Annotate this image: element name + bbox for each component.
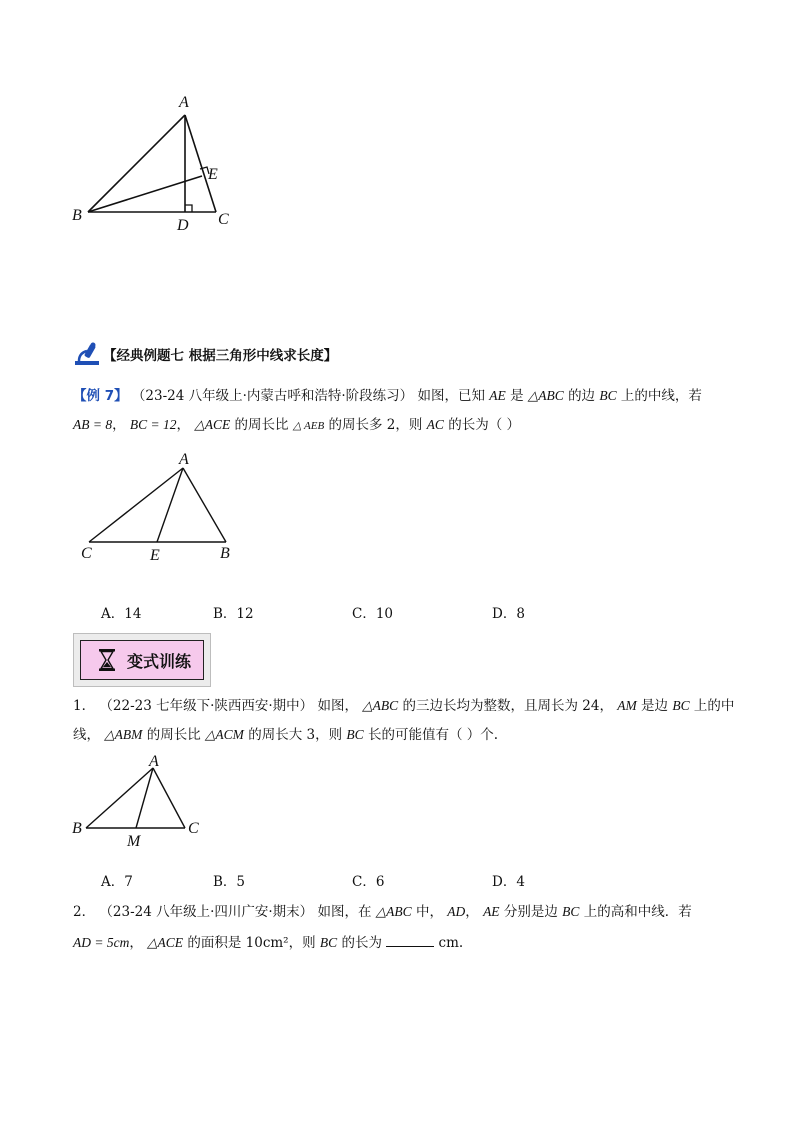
example7-option-b: B．12	[213, 606, 254, 622]
figure-triangle-ace	[70, 448, 250, 564]
text: 的三边长均为整数，且周长为 24，	[402, 698, 613, 714]
label-e: E	[150, 547, 160, 564]
q1-option-d: D．4	[492, 874, 525, 890]
figure-triangle-abc-altitudes	[60, 90, 260, 240]
q1-option-c: C．6	[352, 874, 385, 890]
text: 的周长比	[146, 727, 201, 743]
text: 线，	[73, 727, 100, 743]
q2-line2	[73, 932, 463, 953]
math-bc: BC	[672, 698, 690, 713]
q2-number: 2．	[73, 904, 96, 920]
example7-line2	[73, 415, 520, 436]
text: 的面积是 10cm²，则	[187, 935, 316, 951]
text: 的长为	[341, 935, 382, 951]
label-e: E	[208, 166, 218, 183]
math-ae: AE	[483, 904, 500, 919]
section-title: 经典例题七 根据三角形中线求长度	[116, 348, 324, 364]
text: 上的中线，若	[620, 388, 702, 404]
segment-ac	[153, 768, 185, 828]
segment-ca	[89, 468, 183, 542]
math-bc: BC	[599, 388, 617, 403]
q1-line1	[73, 696, 734, 716]
section-bracket-open: 【	[103, 348, 117, 364]
math-am: AM	[617, 698, 637, 713]
math-tri-abc: △ABC	[362, 698, 399, 713]
label-a: A	[149, 753, 159, 770]
label-b: B	[72, 820, 82, 837]
text: 中，	[415, 904, 443, 920]
math-tri-ace: △ACE	[147, 935, 184, 950]
label-c: C	[188, 820, 199, 837]
example7-option-a: A．14	[101, 606, 142, 622]
text: 如图，在	[317, 904, 372, 920]
label-a: A	[179, 94, 189, 111]
q1-line2	[73, 725, 498, 745]
math-tri-aeb: △ AEB	[292, 420, 325, 432]
segment-ab	[86, 768, 153, 828]
microscope-icon	[73, 341, 103, 367]
math-ae: AE	[489, 388, 506, 403]
text: ，	[465, 904, 479, 920]
text: 长的可能值有（ ）个.	[367, 727, 499, 743]
text: ，	[129, 935, 143, 951]
math-ac: AC	[426, 417, 444, 432]
math-bc: BC	[346, 727, 364, 742]
text: ，	[112, 417, 126, 433]
q1-option-b: B．5	[213, 874, 246, 890]
section-heading	[73, 341, 337, 367]
example7-source: （23-24 八年级上·内蒙古呼和浩特·阶段练习）	[131, 388, 414, 404]
label-a: A	[179, 451, 189, 468]
example7-line1	[73, 386, 702, 406]
text: 的长为（ ）	[448, 417, 521, 433]
text: 是边	[641, 698, 669, 714]
figure-triangle-abm	[68, 752, 218, 852]
label-m: M	[127, 833, 141, 850]
text: 分别是边	[503, 904, 558, 920]
text: 上的中	[693, 698, 735, 714]
math-bc: BC	[319, 935, 338, 950]
math-ad: AD	[447, 904, 466, 919]
q1-number: 1．	[73, 698, 96, 714]
text: 如图，	[317, 698, 358, 714]
label-c: C	[218, 211, 229, 228]
text: ，	[176, 417, 191, 433]
practice-banner-inner	[80, 640, 204, 680]
segment-ab	[183, 468, 226, 542]
segment-ac	[185, 115, 216, 212]
text: 如图，已知	[417, 388, 485, 404]
math-tri-abc: △ABC	[375, 904, 412, 919]
q1-option-a: A．7	[101, 874, 133, 890]
q1-source: （22-23 七年级下·陕西西安·期中）	[99, 698, 314, 714]
math-tri-ace: △ACE	[194, 417, 231, 432]
text: 是	[510, 388, 524, 404]
answer-blank[interactable]	[386, 932, 434, 947]
math-ad-eq: AD = 5cm	[73, 935, 130, 950]
q2-source: （23-24 八年级上·四川广安·期末）	[99, 904, 314, 920]
label-c: C	[81, 545, 92, 562]
math-tri-abc: △ABC	[527, 388, 564, 403]
practice-label: 变式训练	[127, 651, 192, 671]
example7-label: 【例 7】	[73, 388, 128, 404]
math-tri-abm: △ABM	[104, 727, 143, 742]
hourglass-icon	[93, 645, 123, 675]
practice-banner	[73, 633, 211, 687]
text: 上的高和中线．若	[583, 904, 692, 920]
text: 的周长多 2，则	[328, 417, 423, 433]
text: 的边	[568, 388, 596, 404]
example7-option-c: C．10	[352, 606, 394, 622]
label-b: B	[220, 545, 230, 562]
math-tri-acm: △ACM	[205, 727, 244, 742]
example7-option-d: D．8	[492, 606, 525, 622]
text: 的周长比	[234, 417, 289, 433]
label-d: D	[177, 217, 189, 234]
right-angle-mark-d	[185, 205, 192, 212]
label-b: B	[72, 207, 82, 224]
math-bc: BC	[562, 904, 580, 919]
text: 的周长大 3，则	[248, 727, 343, 743]
math-ab-eq: AB = 8	[73, 417, 113, 432]
unit: cm.	[438, 935, 464, 951]
q2-line1	[73, 902, 692, 922]
segment-am	[136, 768, 153, 828]
section-bracket-close: 】	[323, 348, 338, 364]
math-bc-eq: BC = 12	[129, 417, 177, 432]
